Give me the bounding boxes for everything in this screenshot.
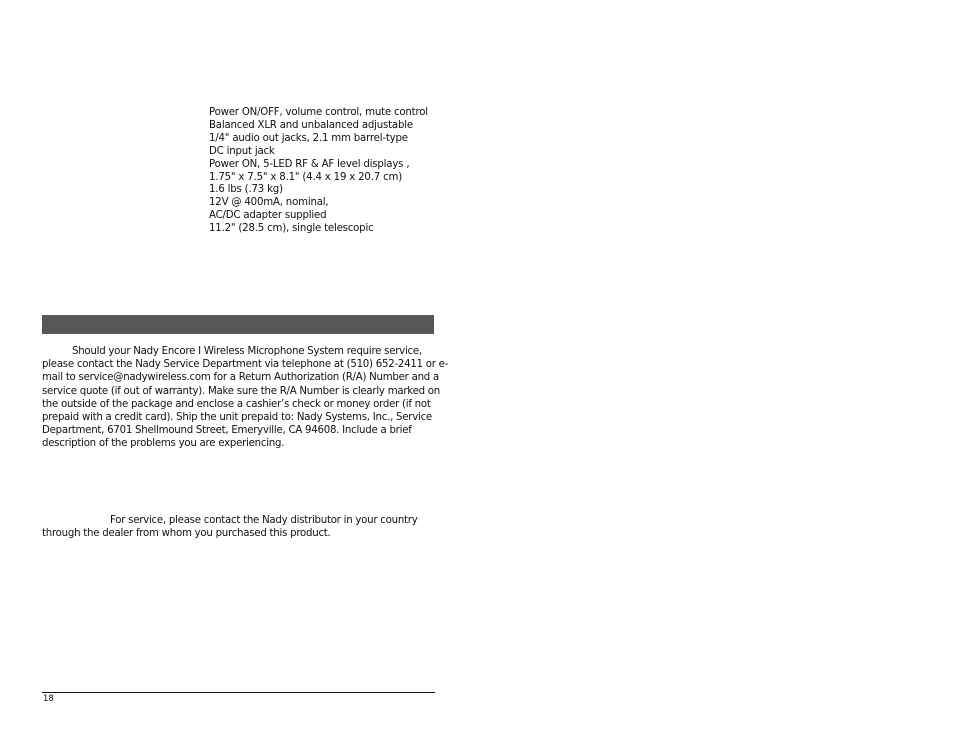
- spec-connectors-line-3: DC input jack: [209, 145, 275, 157]
- spec-connectors-line-2: 1/4" audio out jacks, 2.1 mm barrel-type: [209, 132, 408, 144]
- service-line: prepaid with a credit card). Ship the unit prepaid to: Nady Systems, Inc., Service: [42, 412, 432, 424]
- service-line: please contact the Nady Service Department via telephone at (510) 652-2411 or e-: [42, 359, 449, 371]
- service-line: Department, 6701 Shellmound Street, Emeryville, CA 94608. Include a brief: [42, 425, 412, 437]
- spec-connectors-line-1: Balanced XLR and unbalanced adjustable: [209, 119, 413, 131]
- page-number: 18: [43, 694, 54, 704]
- service-line: Should your Nady Encore I Wireless Microphone System require service,: [72, 346, 422, 357]
- service-line: service quote (if out of warranty). Make sure the R/A Number is clearly marked on: [42, 385, 440, 397]
- spec-antenna: 11.2" (28.5 cm), single telescopic: [209, 223, 374, 235]
- specifications-list: [209, 107, 449, 236]
- service-line: description of the problems you are experiencing.: [42, 438, 285, 450]
- international-line: For service, please contact the Nady distributor in your country: [110, 515, 418, 526]
- spec-power-line-2: AC/DC adapter supplied: [209, 210, 327, 222]
- spec-controls: Power ON/OFF, volume control, mute control: [209, 107, 428, 118]
- service-line: mail to service@nadywireless.com for a Return Authorization (R/A) Number and a: [42, 372, 439, 384]
- spec-power-line-1: 12V @ 400mA, nominal,: [209, 197, 329, 209]
- spec-weight: 1.6 lbs (.73 kg): [209, 184, 283, 196]
- spec-indicators: Power ON, 5-LED RF & AF level displays ,: [209, 158, 410, 170]
- footer-rule: [42, 692, 435, 693]
- spec-dimensions: 1.75" x 7.5" x 8.1" (4.4 x 19 x 20.7 cm): [209, 171, 402, 183]
- international-service-paragraph: [42, 514, 437, 540]
- section-header-bar: [42, 315, 434, 334]
- service-paragraph: [42, 345, 449, 451]
- international-line: through the dealer from whom you purchased this product.: [42, 528, 331, 540]
- service-line: the outside of the package and enclose a cashier’s check or money order (if not: [42, 398, 431, 410]
